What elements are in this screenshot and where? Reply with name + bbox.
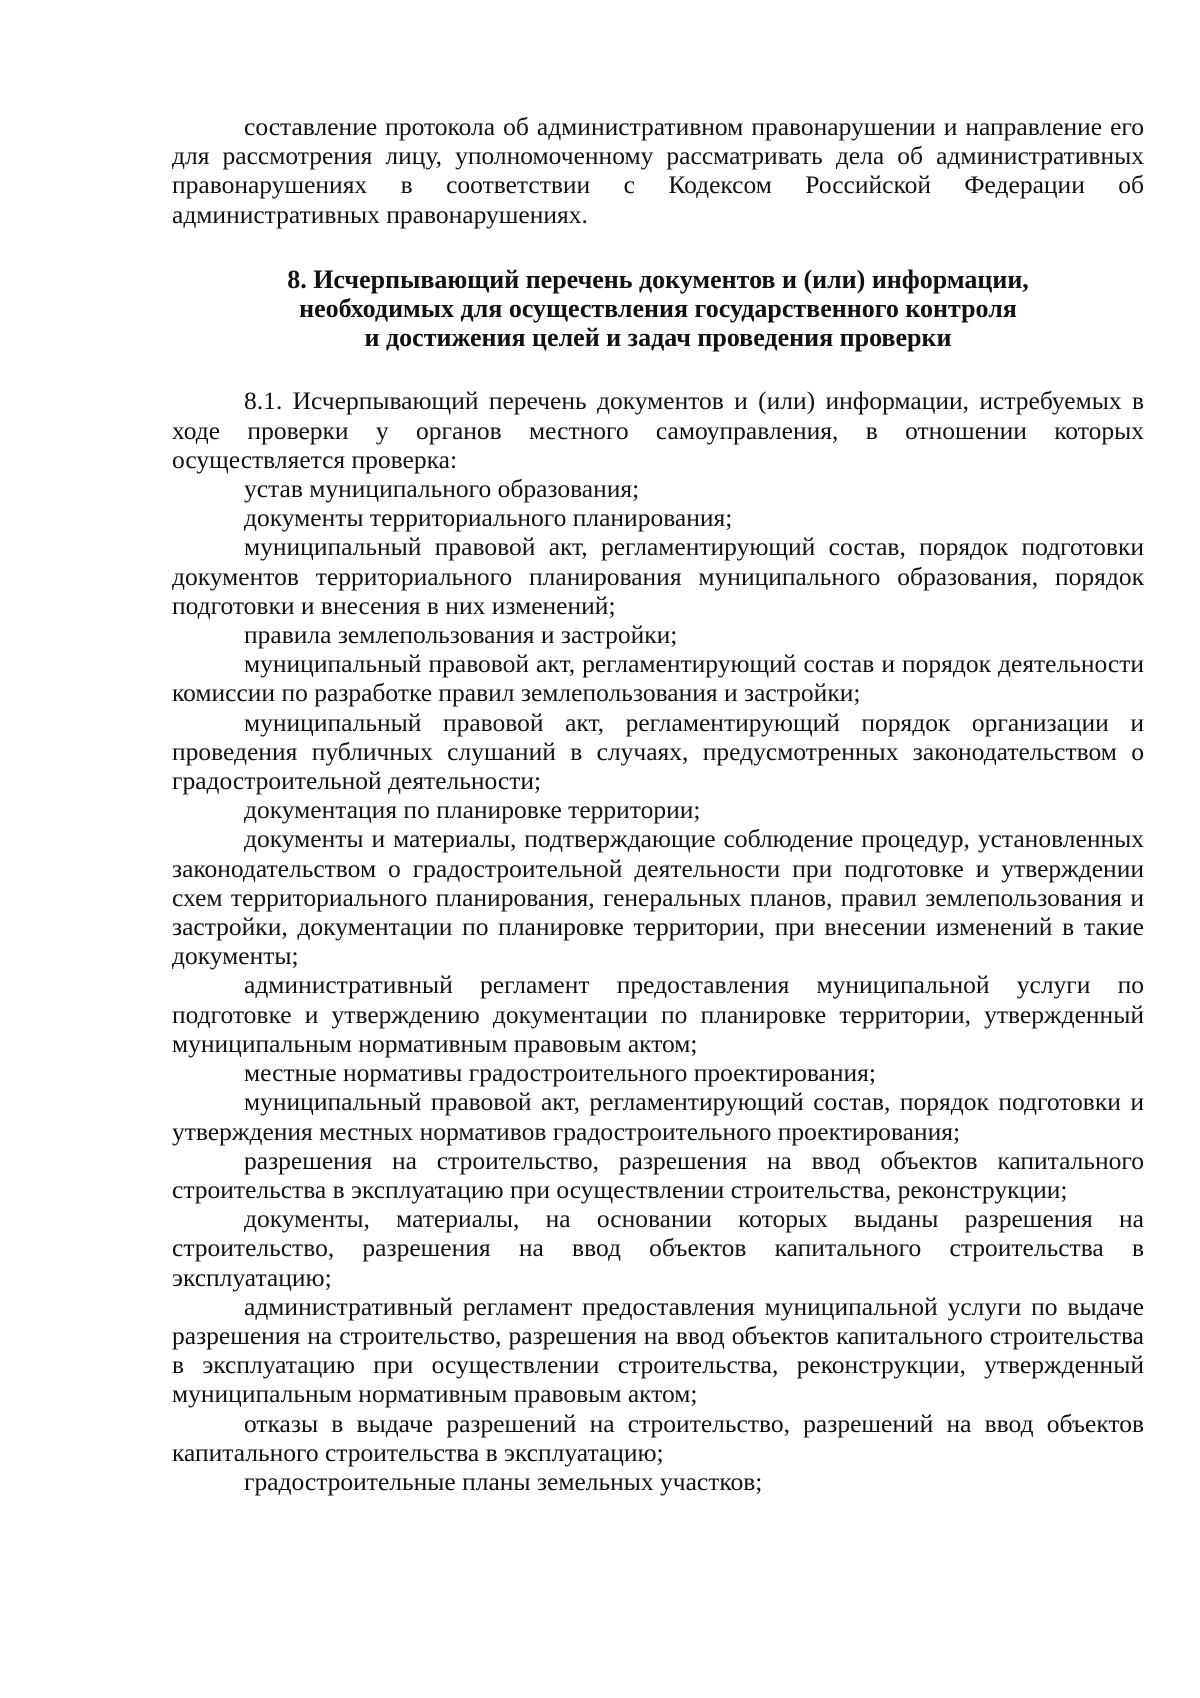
- list-item: муниципальный правовой акт, регламентирующий состав и порядок деятельности комиссии по разработке правил землепользования и застройки;: [172, 649, 1144, 708]
- clause-8-1: 8.1. Исчерпывающий перечень документов и (или) информации, истребуемых в ходе проверки у органов местного самоуправления, в отношении которых осуществляется проверка:: [172, 386, 1144, 474]
- list-item: разрешения на строительство, разрешения на ввод объектов капитального строительства в эксплуатацию при осуществлении строительства, реконструкции;: [172, 1145, 1144, 1204]
- list-item: документация по планировке территории;: [244, 795, 701, 825]
- list-item: муниципальный правовой акт, регламентирующий состав, порядок подготовки и утверждения местных нормативов градостроительного проектирования;: [172, 1087, 1144, 1146]
- list-item: документы, материалы, на основании которых выданы разрешения на строительство, разрешения на ввод объектов капитального строительства в эксплуатацию;: [172, 1204, 1144, 1292]
- section-heading: [172, 265, 1144, 353]
- list-item: отказы в выдаче разрешений на строительство, разрешений на ввод объектов капитального строительства в эксплуатацию;: [172, 1408, 1144, 1467]
- list-item: градостроительные планы земельных участков;: [244, 1466, 763, 1496]
- list-item: административный регламент предоставления муниципальной услуги по выдаче разрешения на строительство, разрешения на ввод объектов капитального строительства в эксплуатацию при осуществлении строительства, реконструкции, утвержденный муниципальным нормативным правовым актом;: [172, 1291, 1144, 1409]
- document-page: [172, 112, 1144, 1496]
- section-heading-line-2: необходимых для осуществления государственного контроля: [299, 294, 1017, 324]
- intro-paragraph: составление протокола об административном правонарушении и направление его для рассмотрения лицу, уполномоченному рассматривать дела об административных правонарушениях в соответствии с Кодексом Российской Федерации об административных правонарушениях.: [172, 112, 1144, 229]
- list-item: муниципальный правовой акт, регламентирующий порядок организации и проведения публичных слушаний в случаях, предусмотренных законодательством о градостроительной деятельности;: [172, 707, 1144, 796]
- section-heading-line-3: и достижения целей и задач проведения проверки: [364, 323, 952, 353]
- list-item: правила землепользования и застройки;: [244, 620, 678, 650]
- list-item: местные нормативы градостроительного проектирования;: [244, 1058, 876, 1088]
- list-item: документы территориального планирования;: [244, 503, 733, 533]
- section-heading-line-1: 8. Исчерпывающий перечень документов и (или) информации,: [287, 264, 1029, 294]
- list-item: муниципальный правовой акт, регламентирующий состав, порядок подготовки документов территориального планирования муниципального образования, порядок подготовки и внесения в них изменений;: [172, 532, 1144, 620]
- list-item: документы и материалы, подтверждающие соблюдение процедур, установленных законодательством о градостроительной деятельности при подготовке и утверждении схем территориального планирования, генеральных планов, правил землепользования и застройки, документации по планировке территории, при внесении изменений в такие документы;: [172, 824, 1144, 971]
- list-item: устав муниципального образования;: [244, 474, 640, 504]
- list-item: административный регламент предоставления муниципальной услуги по подготовке и утверждению документации по планировке территории, утвержденный муниципальным нормативным правовым актом;: [172, 970, 1144, 1058]
